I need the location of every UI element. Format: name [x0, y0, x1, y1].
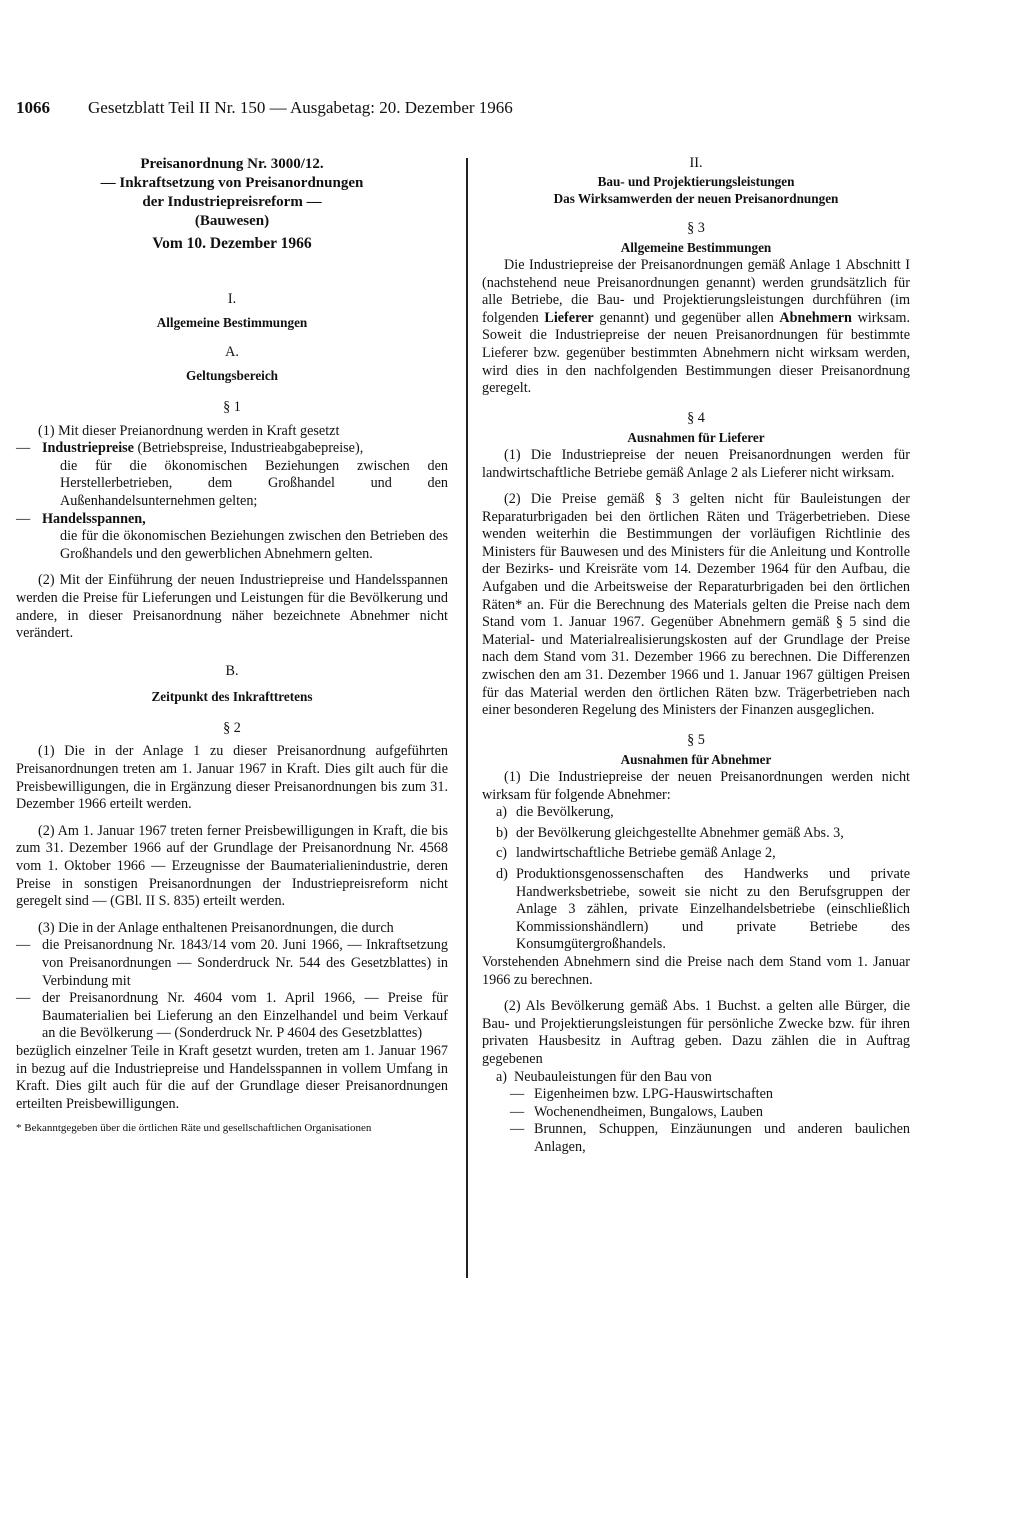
list-item-industriepreise	[16, 440, 448, 510]
section-title-a: Geltungsbereich	[185, 368, 279, 384]
paragraph-3	[482, 257, 910, 398]
paragraph-5-2: (2) Als Bevölkerung gemäß Abs. 1 Buchst. a gelten alle Bürger, die Bau- und Projektierungsleistungen für persönliche Zwecke bzw. für ihren privaten Hausbesitz in Auftrag geben. Dazu zählen die in Auftrag gegebenen	[482, 998, 910, 1067]
list-item-text: Wochenendheimen, Bungalows, Lauben	[534, 1103, 763, 1120]
dash-mark: —	[510, 1121, 525, 1138]
paragraph-5-1-end: Vorstehenden Abnehmern sind die Preise nach dem Stand vom 1. Januar 1966 zu berechnen.	[482, 953, 910, 988]
text-run: wirksam. Soweit die Industriepreise der neuen Preisanordnungen für bestimmte Lieferer bzw. gegenüber bestimmten Abnehmern nicht wirksam werden, wird dies in den nachfolgenden Bestimmungen dieser Preisanordnung geregelt.	[482, 309, 910, 397]
sub-item-brunnen	[482, 1121, 910, 1156]
paragraph-1-1: (1) Mit dieser Preianordnung werden in Kraft gesetzt	[38, 422, 340, 439]
list-item-c	[482, 845, 910, 863]
paragraph-4-2: (2) Die Preise gemäß § 3 gelten nicht für Bauleistungen der Reparaturbrigaden bei den örtlichen Räten und Trägerbetrieben. Diese wenden weiterhin die Bestimmungen der vorläufigen Richtlinie des Ministers für Bauwesen und des Ministers für die Anleitung und Kontrolle der Bezirks- und Kreisräte vom 14. Dezember 1964 für den Aufbau, die Aufgaben und die Arbeitsweise der Reparaturbrigaden bei den örtlichen Räten* an. Für die Berechnung des Materials gelten die Preise nach dem Stand vom 1. Januar 1967. Gegenüber Abnehmern gemäß § 5 sind die Material- und Materialrealisierungskosten auf der Grundlage der Preise nach dem Stand vom 31. Dezember 1966 zu berechnen. Die Differenzen zwischen den am 31. Dezember 1966 und 1. Januar 1967 gültigen Preisen für das Material werden den örtlichen Räten bzw. Trägerbetrieben nach einer besonderen Regelung des Ministers der Finanzen ausgeglichen.	[482, 491, 910, 719]
item-letter: c)	[496, 845, 508, 862]
paragraph-sign-4: § 4	[687, 409, 705, 426]
list-item-text: Eigenheimen bzw. LPG-Hauswirtschaften	[534, 1086, 774, 1103]
paragraph-sign-3: § 3	[687, 219, 705, 236]
term-lieferer: Lieferer	[544, 309, 594, 326]
right-column	[482, 155, 910, 1156]
term-handelsspannen: Handelsspannen,	[42, 510, 146, 527]
list-item-text: der Preisanordnung Nr. 4604 vom 1. April 1966, — Preise für Baumaterialien bei Lieferung an den Einzelhandel und beim Verkauf an die Bevölkerung — (Sonderdruck Nr. P 4604 des Gesetzblattes)	[42, 990, 448, 1042]
left-column	[16, 155, 448, 1136]
list-item-preisanordnung-4604	[16, 990, 448, 1043]
section-letter-a: A.	[225, 343, 239, 360]
title-line-3: der Industriepreisreform —	[142, 194, 322, 210]
item-letter: d)	[496, 865, 508, 882]
dash-mark: —	[16, 990, 31, 1007]
list-item-text: die Bevölkerung,	[516, 804, 614, 821]
paragraph-5-1: (1) Die Industriepreise der neuen Preisanordnungen werden nicht wirksam für folgende Abnehmer:	[482, 769, 910, 803]
item-letter: b)	[496, 824, 508, 841]
list-item-preisanordnung-1843	[16, 937, 448, 990]
paragraph-title-4: Ausnahmen für Lieferer	[627, 430, 765, 446]
term-industriepreise: Industriepreise	[42, 440, 134, 457]
paragraph-title-5: Ausnahmen für Abnehmer	[620, 752, 772, 768]
list-item-handelsspannen	[16, 511, 448, 564]
item-letter: a)	[496, 1068, 508, 1085]
section-title-1: Allgemeine Bestimmungen	[156, 315, 308, 331]
section-title-2a: Bau- und Projektierungsleistungen	[597, 173, 795, 189]
paragraph-title-3: Allgemeine Bestimmungen	[620, 240, 772, 256]
dash-mark: —	[510, 1103, 525, 1120]
sub-item-wochenendheime	[482, 1104, 910, 1122]
item-letter: a)	[496, 804, 508, 821]
text-run: Die Industriepreise der Preisanordnungen gemäß Anlage 1 Abschnitt I (nachstehend neue Preisanordnungen genannt) werden grundsätzlich für alle Betriebe, die Bau- und Projektierungsleistungen durchführen (im folgenden	[482, 256, 910, 326]
list-item-a	[482, 804, 910, 822]
paragraph-4-1: (1) Die Industriepreise der neuen Preisanordnungen werden für landwirtschaftliche Betriebe gemäß Anlage 2 als Lieferer nicht wirksam.	[482, 446, 910, 481]
title-line-4: (Bauwesen)	[194, 213, 270, 229]
section-numeral-1: I.	[227, 290, 237, 307]
paragraph-sign-5: § 5	[687, 731, 705, 748]
title-line-1: Preisanordnung Nr. 3000/12.	[140, 156, 324, 172]
paragraph-1-2: (2) Mit der Einführung der neuen Industriepreise und Handelsspannen werden die Preise für Lieferungen und Leistungen für die Bevölkerung und andere, in dieser Preisanordnung näher bezeichnete Abnehmer nicht verändert.	[16, 572, 448, 642]
dash-mark: —	[510, 1086, 525, 1103]
column-divider	[466, 158, 468, 1278]
page-number: 1066	[16, 98, 50, 117]
paragraph-sign-1: § 1	[223, 398, 241, 415]
header-line: Gesetzblatt Teil II Nr. 150 — Ausgabetag: 20. Dezember 1966	[88, 98, 513, 117]
title-line-2: — Inkraftsetzung von Preisanordnungen	[100, 175, 364, 191]
paragraph-2-3-end: bezüglich einzelner Teile in Kraft gesetzt wurden, treten am 1. Januar 1967 in bezug auf die Industriepreise und Handelsspannen in vollem Umfang in Kraft. Dies gilt auch für die auf der Grundlage dieser Preisanordnungen erteilten Preisbewilligungen.	[16, 1042, 448, 1112]
term-abnehmern: Abnehmern	[779, 309, 852, 326]
ordinance-title	[16, 155, 448, 231]
paragraph-2-3: (3) Die in der Anlage enthaltenen Preisanordnungen, die durch	[38, 919, 394, 936]
paragraph-2-1: (1) Die in der Anlage 1 zu dieser Preisanordnung aufgeführten Preisanordnungen treten am 1. Januar 1967 in Kraft. Dies gilt auch für die Preisbewilligungen, die in Ergänzung dieser Preisanordnungen bis zum 31. Dezember 1966 erteilt werden.	[16, 743, 448, 813]
list-item-text: Neubauleistungen für den Bau von	[514, 1068, 712, 1085]
footnote: * Bekanntgegeben über die örtlichen Räte und gesellschaftlichen Organisationen	[16, 1122, 372, 1135]
ordinance-date: Vom 10. Dezember 1966	[152, 235, 312, 252]
list-item-d	[482, 866, 910, 954]
section-title-2b: Das Wirksamwerden der neuen Preisanordnungen	[553, 191, 839, 207]
paragraph-2-2: (2) Am 1. Januar 1967 treten ferner Preisbewilligungen in Kraft, die bis zum 31. Dezember 1966 auf der Grundlage der Preisanordnung Nr. 4568 vom 1. Oktober 1966 — Erzeugnisse der Baumaterialienindustrie, deren Preise in sonstigen Preisanordnungen der Industriepreisreform nicht geregelt sind — (GBl. II S. 835) erteilt werden.	[16, 822, 448, 910]
list-item-b	[482, 825, 910, 843]
dash-mark: —	[16, 510, 31, 527]
paragraph-sign-2: § 2	[223, 719, 241, 736]
list-item-text: landwirtschaftliche Betriebe gemäß Anlage 2,	[516, 845, 776, 862]
dash-mark: —	[16, 937, 31, 954]
running-header	[16, 98, 736, 118]
dash-mark: —	[16, 440, 31, 457]
list-item-text: Brunnen, Schuppen, Einzäunungen und anderen baulichen Anlagen,	[534, 1121, 910, 1155]
list-item-text: Produktionsgenossenschaften des Handwerks und private Handwerksbetriebe, soweit sie nicht zu den Berufsgruppen der Anlage 3 zählen, private Einzelhandelsbetriebe (einschließlich Kommissionshändlern) und private Betriebe des Konsumgütergroßhandels.	[516, 865, 910, 953]
section-numeral-2: II.	[689, 155, 703, 171]
list-item-2a	[482, 1069, 910, 1087]
term-description: die für die ökonomischen Beziehungen zwischen den Herstellerbetrieben, dem Großhandel und den Außenhandelsunternehmen gelten;	[60, 457, 448, 509]
term-description: die für die ökonomischen Beziehungen zwischen den Betrieben des Großhandels und den gewerblichen Abnehmern gelten.	[60, 528, 448, 562]
section-letter-b: B.	[225, 662, 239, 679]
term-detail: (Betriebspreise, Industrieabgabepreise),	[133, 440, 364, 457]
sub-item-eigenheime	[482, 1086, 910, 1104]
list-item-text: die Preisanordnung Nr. 1843/14 vom 20. Juni 1966, — Inkraftsetzung von Preisanordnungen — Sonderdruck Nr. 544 des Gesetzblattes) in Verbindung mit	[42, 937, 448, 989]
list-item-text: der Bevölkerung gleichgestellte Abnehmer gemäß Abs. 3,	[516, 824, 844, 841]
text-run: genannt) und gegenüber allen	[593, 309, 780, 326]
section-title-b: Zeitpunkt des Inkrafttretens	[151, 689, 313, 705]
